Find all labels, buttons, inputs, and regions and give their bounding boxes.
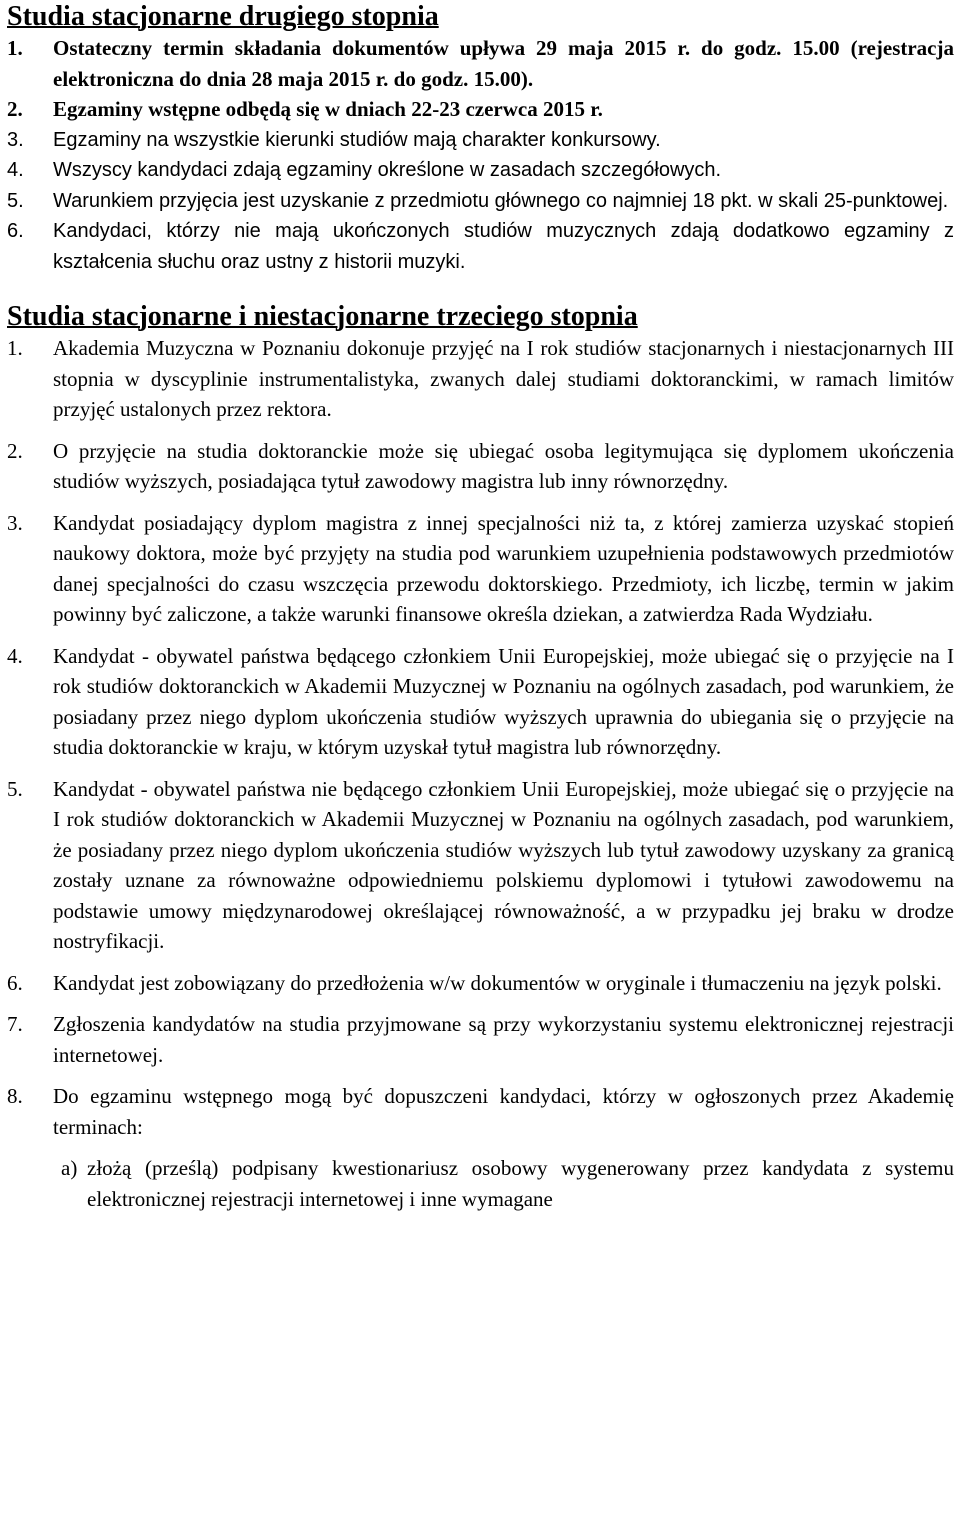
list-item xyxy=(7,641,954,763)
item-number: 5. xyxy=(7,189,24,212)
section1-list xyxy=(7,33,954,277)
sub-list-item xyxy=(7,1153,954,1214)
item-number: 1. xyxy=(7,336,23,360)
list-item xyxy=(7,33,954,94)
list-item xyxy=(7,94,954,125)
sub-item-text: złożą (prześlą) podpisany kwestionariusz osobowy wygenerowany przez kandydata z systemu elektronicznej rejestracji internetowej i inne wymagane xyxy=(87,1156,954,1211)
list-item xyxy=(7,125,954,156)
list-item xyxy=(7,186,954,217)
list-item xyxy=(7,968,954,999)
list-item xyxy=(7,774,954,957)
item-text: Warunkiem przyjęcia jest uzyskanie z przedmiotu głównego co najmniej 18 pkt. w skali 25-punktowej. xyxy=(53,189,949,212)
item-number: 3. xyxy=(7,128,24,151)
section2-list xyxy=(7,333,954,1214)
list-item xyxy=(7,1009,954,1070)
item-number: 8. xyxy=(7,1084,23,1108)
item-text: Kandydat - obywatel państwa nie będącego członkiem Unii Europejskiej, może ubiegać się o przyjęcie na I rok studiów doktoranckich w Akademii Muzycznej w Poznaniu na ogólnych zasadach, pod warunkiem, że posiadany przez niego dyplom ukończenia studiów wyższych lub tytuł zawodowy uzyskany za granicą zostały uznane za równoważne odpowiedniemu polskiemu dyplomowi i tytułowi zawodowemu na podstawie umowy międzynarodowej określającej równoważność, a w przypadku jej braku w drodze nostryfikacji. xyxy=(53,776,954,953)
item-text: Ostateczny termin składania dokumentów upływa 29 maja 2015 r. do godz. 15.00 (rejestracja elektroniczna do dnia 28 maja 2015 r. do godz. 15.00). xyxy=(53,36,954,91)
item-text: Egzaminy na wszystkie kierunki studiów mają charakter konkursowy. xyxy=(53,128,661,151)
item-number: 7. xyxy=(7,1012,23,1036)
item-text: Kandydat jest zobowiązany do przedłożenia w/w dokumentów w oryginale i tłumaczeniu na język polski. xyxy=(53,970,942,995)
item-number: 4. xyxy=(7,159,24,181)
item-text: Zgłoszenia kandydatów na studia przyjmowane są przy wykorzystaniu systemu elektronicznej rejestracji internetowej. xyxy=(53,1012,954,1067)
sub-item-letter: a) xyxy=(61,1156,78,1180)
item-text: Kandydat - obywatel państwa będącego członkiem Unii Europejskiej, może ubiegać się o przyjęcie na I rok studiów doktoranckich w Akademii Muzycznej w Poznaniu na ogólnych zasadach, pod warunkiem, że posiadany przez niego dyplom ukończenia studiów wyższych uprawnia do ubiegania się o przyjęcie na studia doktoranckie w kraju, w którym uzyskał tytuł magistra lub równorzędny. xyxy=(53,643,954,759)
item-text: Kandydat posiadający dyplom magistra z innej specjalności niż ta, z której zamierza uzyskać stopień naukowy doktora, może być przyjęty na studia pod warunkiem uzupełnienia podstawowych przedmiotów danej specjalności do czasu wszczęcia przewodu doktorskiego. Przedmioty, ich liczbę, termin w jakim powinny być zaliczone, a także warunki finansowe określa dziekan, a zatwierdza Rada Wydziału. xyxy=(53,510,954,626)
item-number: 1. xyxy=(7,36,23,60)
item-number: 2. xyxy=(7,438,23,463)
list-item xyxy=(7,436,954,497)
item-number: 3. xyxy=(7,510,23,535)
list-item xyxy=(7,1081,954,1142)
item-number: 6. xyxy=(7,220,24,242)
list-item xyxy=(7,333,954,425)
item-text: Egzaminy wstępne odbędą się w dniach 22-23 czerwca 2015 r. xyxy=(53,97,603,121)
item-number: 4. xyxy=(7,643,23,668)
item-number: 5. xyxy=(7,776,23,801)
list-item xyxy=(7,216,954,277)
list-item xyxy=(7,508,954,630)
item-text: Akademia Muzyczna w Poznaniu dokonuje przyjęć na I rok studiów stacjonarnych i niestacjonarnych III stopnia w dyscyplinie instrumentalistyka, zwanych dalej studiami doktoranckimi, w ramach limitów przyjęć ustalonych przez rektora. xyxy=(53,336,954,421)
item-text: Do egzaminu wstępnego mogą być dopuszczeni kandydaci, którzy w ogłoszonych przez Akademię terminach: xyxy=(53,1084,954,1139)
list-item xyxy=(7,155,954,186)
item-text: O przyjęcie na studia doktoranckie może się ubiegać osoba legitymująca się dyplomem ukończenia studiów wyższych, posiadająca tytuł zawodowy magistra lub inny równorzędny. xyxy=(53,438,954,493)
section-heading-third-degree: Studia stacjonarne i niestacjonarne trzeciego stopnia xyxy=(7,301,638,332)
item-text: Kandydaci, którzy nie mają ukończonych studiów muzycznych zdają dodatkowo egzaminy z kształcenia słuchu oraz ustny z historii muzyki. xyxy=(53,220,954,273)
item-number: 2. xyxy=(7,97,23,121)
section-heading-second-degree: Studia stacjonarne drugiego stopnia xyxy=(7,1,439,32)
item-number: 6. xyxy=(7,970,23,995)
item-text: Wszyscy kandydaci zdają egzaminy określone w zasadach szczegółowych. xyxy=(53,159,722,181)
